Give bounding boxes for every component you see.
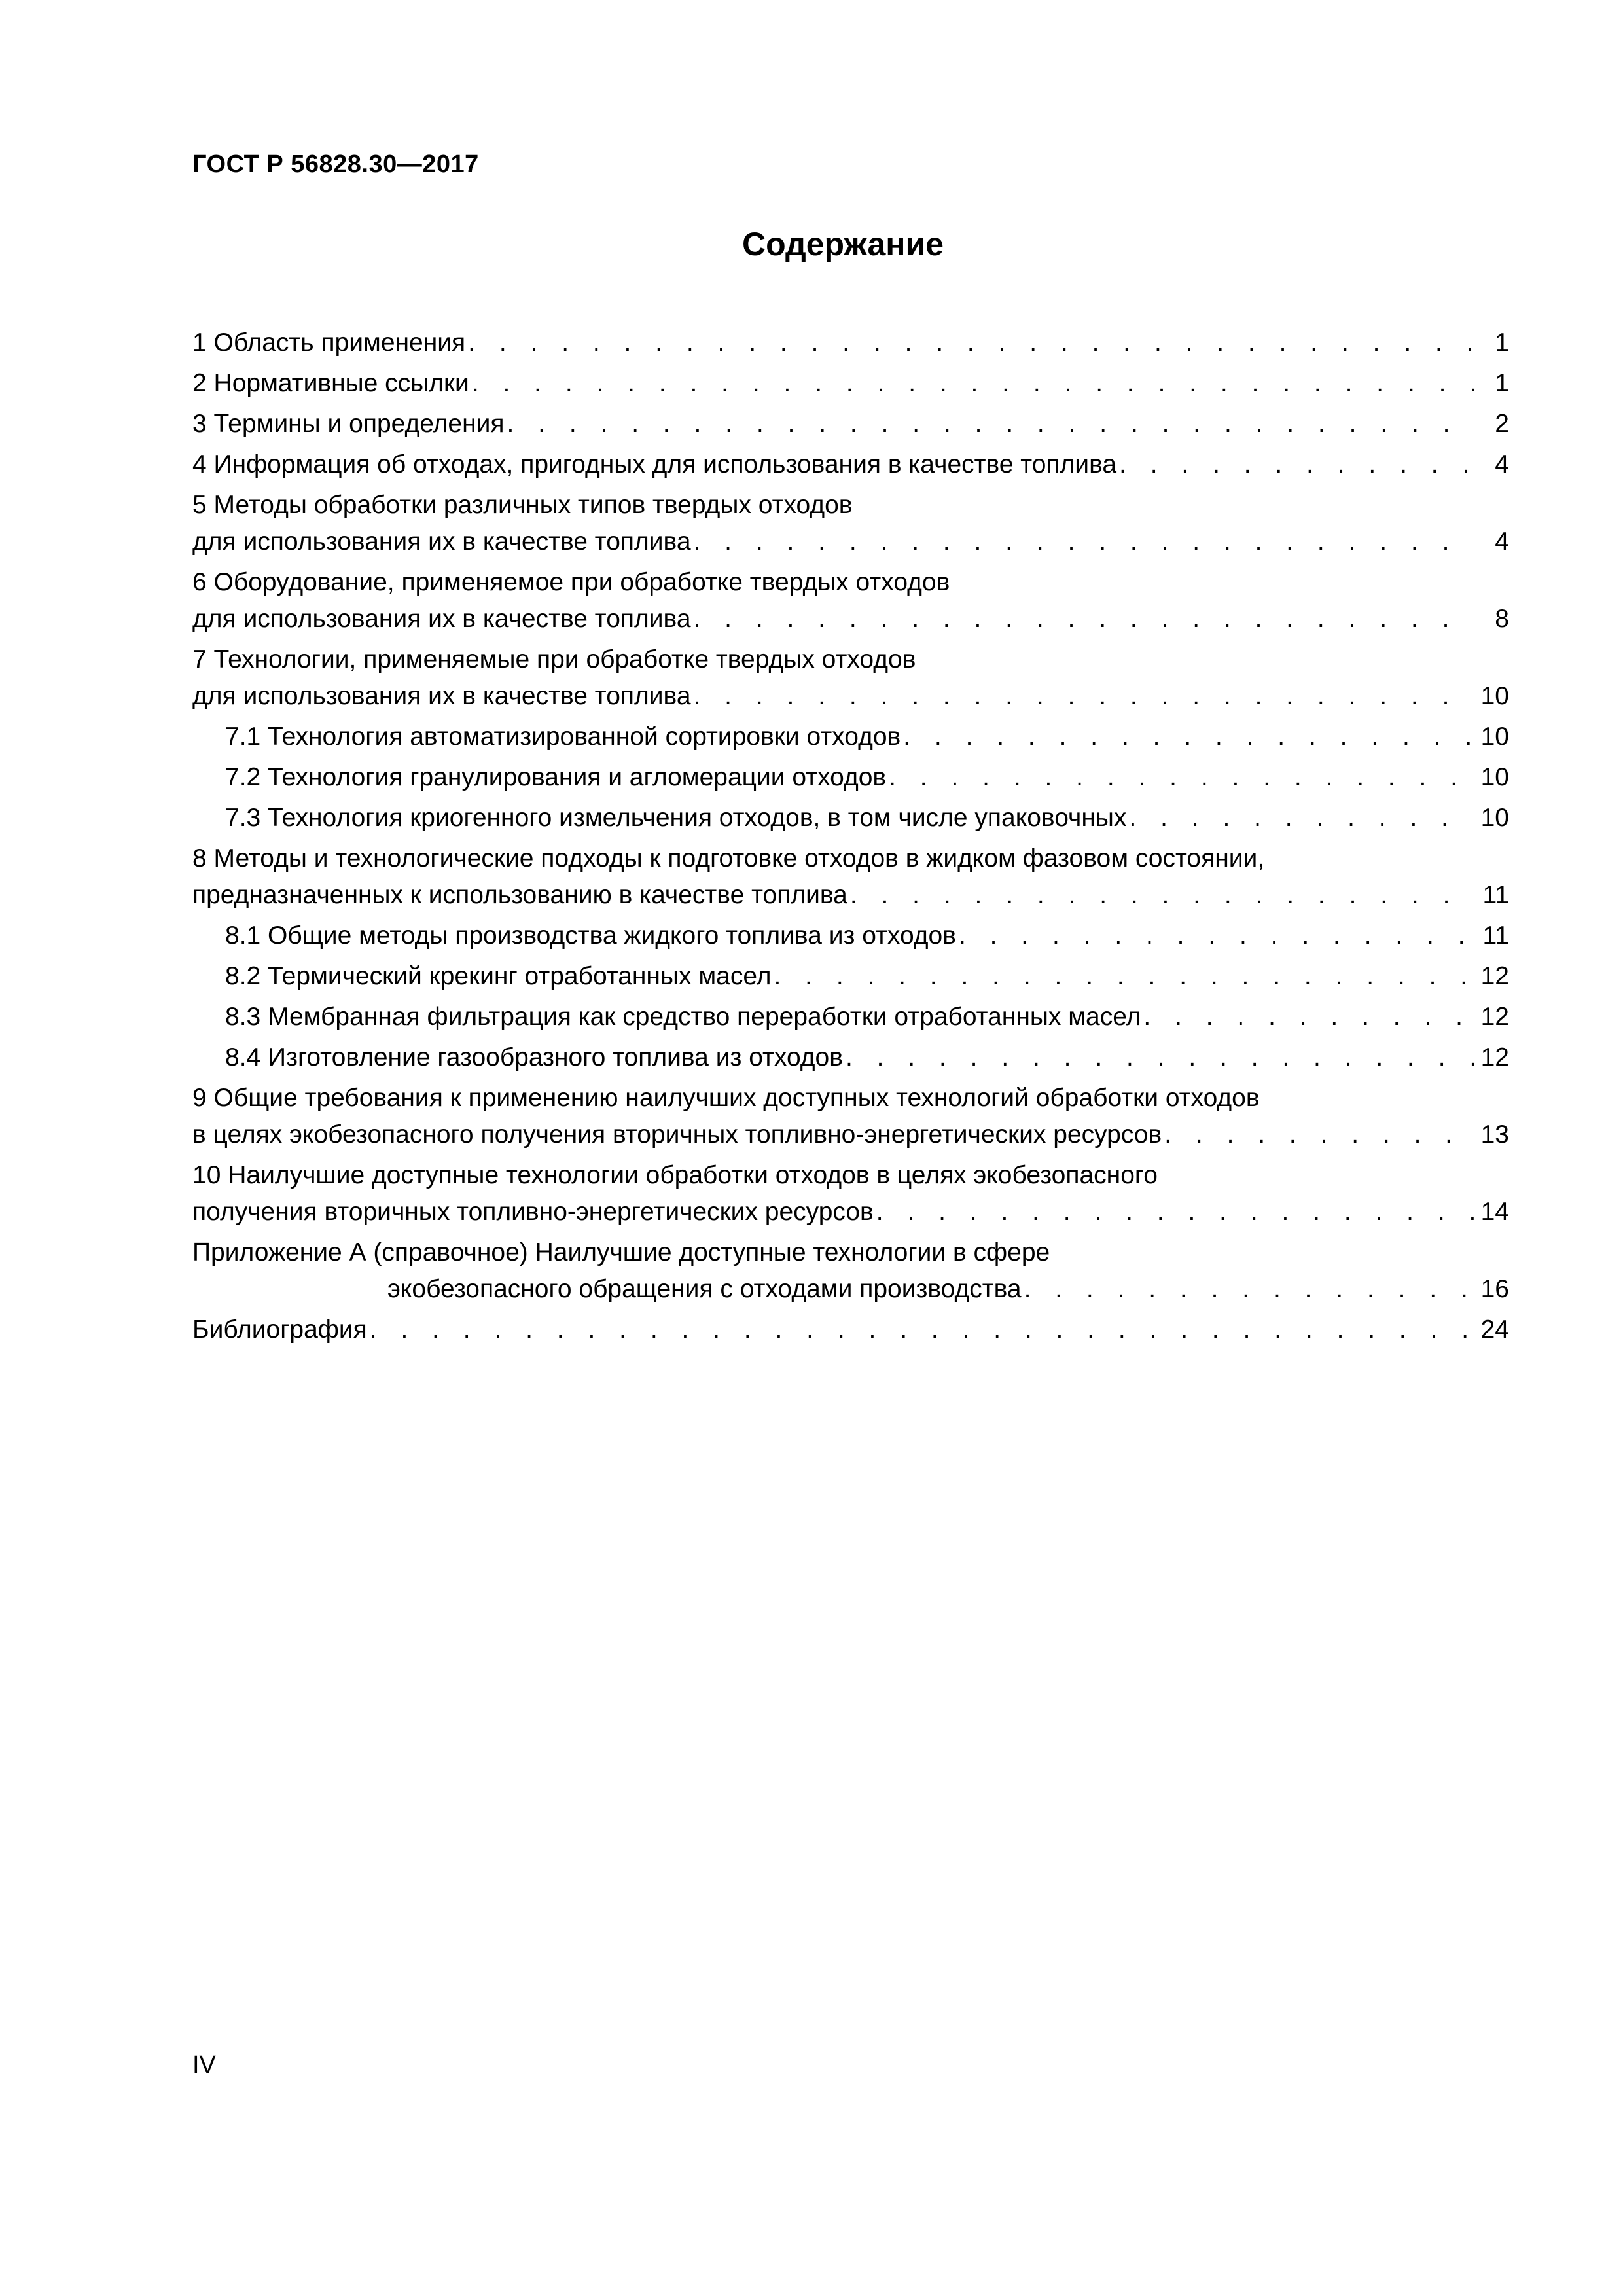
toc-entry-text-first-line: Приложение А (справочное) Наилучшие доступные технологии в сфере bbox=[192, 1238, 1050, 1266]
dot-leader bbox=[691, 601, 1474, 637]
toc-entry-6[interactable] bbox=[192, 564, 1509, 637]
toc-entry-3[interactable] bbox=[192, 406, 1509, 442]
toc-entry-text-first-line: 5 Методы обработки различных типов твердых отходов bbox=[192, 491, 853, 519]
dot-leader bbox=[691, 678, 1474, 715]
toc-entry-7-1[interactable] bbox=[192, 719, 1509, 755]
toc-entry-text: 7.3 Технология криогенного измельчения отходов, в том числе упаковочных bbox=[225, 804, 1127, 832]
toc-entry-text-first-line: 8 Методы и технологические подходы к подготовке отходов в жидком фазовом состоянии, bbox=[192, 844, 1265, 872]
toc-entry-bibliography[interactable] bbox=[192, 1312, 1509, 1348]
toc-entry-page: 4 bbox=[1495, 450, 1509, 478]
dot-leader bbox=[956, 918, 1474, 954]
toc-entry-text-first-line: 6 Оборудование, применяемое при обработке твердых отходов bbox=[192, 568, 950, 596]
toc-entry-5[interactable] bbox=[192, 487, 1509, 560]
toc-entry-4[interactable] bbox=[192, 446, 1509, 483]
dot-leader bbox=[691, 524, 1474, 560]
toc-entry-text: 3 Термины и определения bbox=[192, 410, 505, 438]
toc-entry-page: 13 bbox=[1480, 1121, 1509, 1149]
toc-entry-8[interactable] bbox=[192, 840, 1509, 914]
toc-entry-page: 1 bbox=[1495, 369, 1509, 397]
dot-leader bbox=[771, 958, 1474, 995]
toc-entry-page: 11 bbox=[1482, 922, 1509, 950]
toc-entry-page: 10 bbox=[1480, 804, 1509, 832]
toc-entry-text: для использования их в качестве топлива bbox=[192, 682, 691, 710]
toc-entry-9[interactable] bbox=[192, 1080, 1509, 1153]
toc-entry-page: 10 bbox=[1480, 723, 1509, 751]
page-number: IV bbox=[192, 2051, 216, 2079]
toc-entry-text: 8.3 Мембранная фильтрация как средство переработки отработанных масел bbox=[225, 1003, 1141, 1031]
toc-entry-page: 4 bbox=[1495, 528, 1509, 556]
toc-entry-text: экобезопасного обращения с отходами производства bbox=[387, 1275, 1022, 1303]
toc-entry-text-first-line: 10 Наилучшие доступные технологии обработки отходов в целях экобезопасного bbox=[192, 1161, 1158, 1189]
dot-leader bbox=[367, 1312, 1474, 1348]
toc-entry-8-4[interactable] bbox=[192, 1039, 1509, 1076]
dot-leader bbox=[1162, 1117, 1474, 1153]
dot-leader bbox=[1126, 800, 1474, 836]
dot-leader bbox=[465, 325, 1474, 361]
toc-entry-page: 12 bbox=[1480, 962, 1509, 990]
toc-entry-page: 11 bbox=[1482, 881, 1509, 909]
toc-entry-page: 10 bbox=[1480, 682, 1509, 710]
toc-entry-page: 16 bbox=[1480, 1275, 1509, 1303]
toc-entry-text: для использования их в качестве топлива bbox=[192, 605, 691, 633]
toc-entry-text: 7.1 Технология автоматизированной сортировки отходов bbox=[225, 723, 901, 751]
toc-entry-2[interactable] bbox=[192, 365, 1509, 402]
toc-entry-1[interactable] bbox=[192, 325, 1509, 361]
dot-leader bbox=[469, 365, 1474, 402]
toc-entry-text: 1 Область применения bbox=[192, 329, 466, 357]
dot-leader bbox=[843, 1039, 1474, 1076]
toc-entry-page: 24 bbox=[1480, 1316, 1509, 1344]
toc-entry-10[interactable] bbox=[192, 1157, 1509, 1230]
toc-entry-text: предназначенных к использованию в качестве топлива bbox=[192, 881, 847, 909]
toc-entry-page: 1 bbox=[1495, 329, 1509, 357]
dot-leader bbox=[874, 1194, 1474, 1230]
standard-code: ГОСТ Р 56828.30—2017 bbox=[192, 151, 479, 178]
toc-entry-page: 10 bbox=[1480, 763, 1509, 791]
toc-entry-text: 8.4 Изготовление газообразного топлива из отходов bbox=[225, 1043, 843, 1071]
toc-entry-page: 12 bbox=[1480, 1003, 1509, 1031]
dot-leader bbox=[1022, 1271, 1474, 1308]
toc-entry-page: 12 bbox=[1480, 1043, 1509, 1071]
dot-leader bbox=[847, 877, 1474, 914]
toc-entry-text-first-line: 7 Технологии, применяемые при обработке твердых отходов bbox=[192, 645, 916, 673]
toc-entry-appendix-a[interactable] bbox=[192, 1234, 1509, 1308]
toc-entry-8-2[interactable] bbox=[192, 958, 1509, 995]
toc-entry-text: для использования их в качестве топлива bbox=[192, 528, 691, 556]
toc-entry-text: Библиография bbox=[192, 1316, 367, 1344]
toc-entry-page: 2 bbox=[1495, 410, 1509, 438]
toc-entry-page: 14 bbox=[1480, 1198, 1509, 1226]
table-of-contents bbox=[192, 325, 1509, 1352]
toc-entry-text-first-line: 9 Общие требования к применению наилучших доступных технологий обработки отходов bbox=[192, 1084, 1260, 1112]
dot-leader bbox=[1141, 999, 1474, 1035]
toc-entry-text: 7.2 Технология гранулирования и агломерации отходов bbox=[225, 763, 887, 791]
dot-leader bbox=[1116, 446, 1474, 483]
toc-entry-text: в целях экобезопасного получения вторичных топливно-энергетических ресурсов bbox=[192, 1121, 1162, 1149]
toc-entry-text: 8.1 Общие методы производства жидкого топлива из отходов bbox=[225, 922, 956, 950]
dot-leader bbox=[886, 759, 1474, 796]
toc-entry-7-3[interactable] bbox=[192, 800, 1509, 836]
toc-entry-text: 4 Информация об отходах, пригодных для использования в качестве топлива bbox=[192, 450, 1117, 478]
toc-entry-page: 8 bbox=[1495, 605, 1509, 633]
page-title: Содержание bbox=[741, 226, 944, 262]
toc-entry-8-1[interactable] bbox=[192, 918, 1509, 954]
toc-entry-7-2[interactable] bbox=[192, 759, 1509, 796]
dot-leader bbox=[901, 719, 1474, 755]
dot-leader bbox=[505, 406, 1474, 442]
toc-entry-text: 8.2 Термический крекинг отработанных масел bbox=[225, 962, 772, 990]
toc-entry-8-3[interactable] bbox=[192, 999, 1509, 1035]
toc-entry-text: получения вторичных топливно-энергетических ресурсов bbox=[192, 1198, 874, 1226]
toc-entry-text: 2 Нормативные ссылки bbox=[192, 369, 469, 397]
toc-entry-7[interactable] bbox=[192, 641, 1509, 715]
